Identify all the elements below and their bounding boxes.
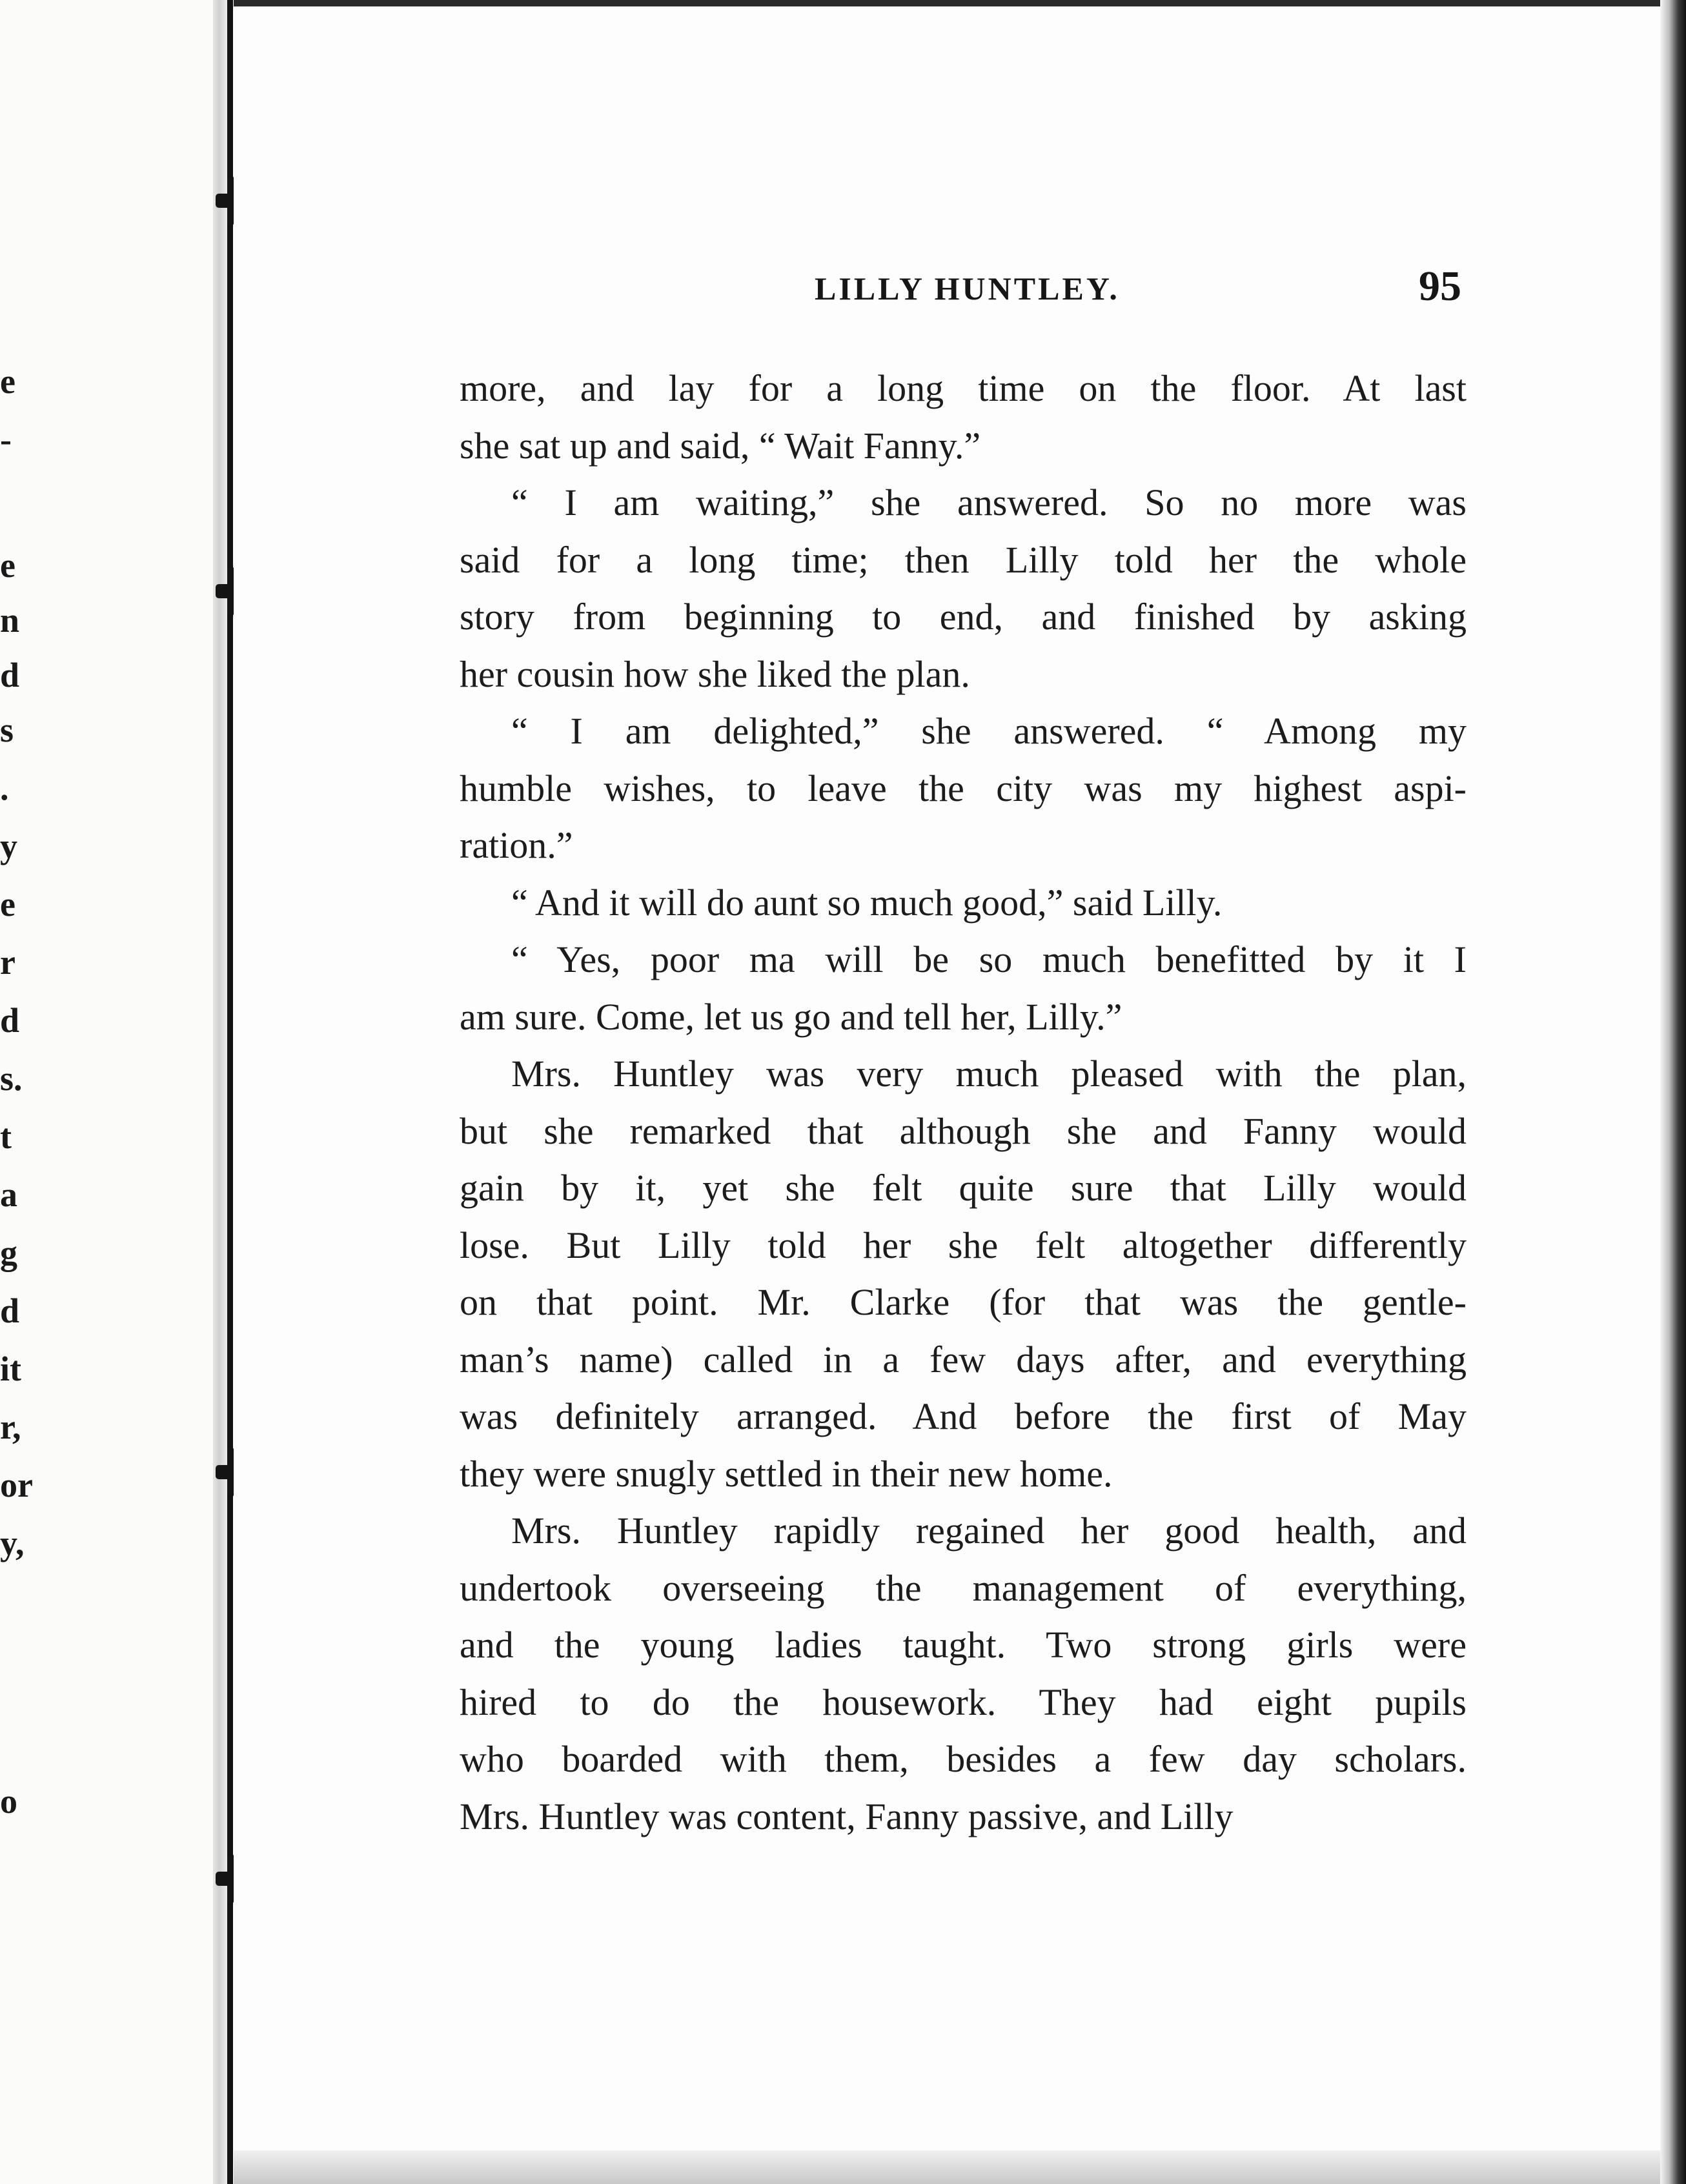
text-line: Mrs. Huntley was content, Fanny passive, and Lilly <box>460 1795 1234 1837</box>
facing-page-letter: e <box>0 885 15 924</box>
text-line: who boarded with them, besides a few day scholars. <box>460 1738 1467 1780</box>
page-top-edge <box>234 0 1660 6</box>
text-line: Mrs. Huntley rapidly regained her good health, and <box>511 1510 1467 1552</box>
facing-page-letter: y <box>0 827 17 865</box>
running-head: LILLY HUNTLEY. <box>815 270 1120 307</box>
text-line: was definitely arranged. And before the first of May <box>460 1395 1467 1437</box>
facing-page-letter: y, <box>0 1524 25 1562</box>
body-text <box>460 360 1467 1845</box>
facing-page-cut-text <box>0 0 33 2184</box>
paragraph <box>460 360 1467 474</box>
text-line: “ Yes, poor ma will be so much benefitted by it I <box>511 938 1467 980</box>
facing-page-letter: s <box>0 711 14 749</box>
facing-page-letter: e <box>0 362 15 401</box>
text-line: hired to do the housework. They had eight pupils <box>460 1681 1467 1723</box>
text-line: her cousin how she liked the plan. <box>460 652 970 695</box>
page-number: 95 <box>1419 263 1461 310</box>
facing-page-letter: s. <box>0 1059 23 1098</box>
text-line: said for a long time; then Lilly told her the whole <box>460 538 1467 581</box>
facing-page-letter: e <box>0 546 15 585</box>
text-line: ration.” <box>460 824 573 866</box>
text-line: “ And it will do aunt so much good,” said Lilly. <box>511 881 1223 924</box>
facing-page-letter: . <box>0 769 9 807</box>
paragraph <box>460 875 1467 932</box>
facing-page-letter: a <box>0 1175 17 1214</box>
page-bottom-edge <box>234 2150 1660 2184</box>
facing-page-letter: o <box>0 1782 17 1821</box>
text-line: they were snugly settled in their new home. <box>460 1452 1113 1495</box>
facing-page-letter: d <box>0 1001 20 1040</box>
text-line: “ I am delighted,” she answered. “ Among my <box>511 710 1467 752</box>
text-line: on that point. Mr. Clarke (for that was the gentle- <box>460 1281 1467 1323</box>
text-line: gain by it, yet she felt quite sure that Lilly would <box>460 1167 1467 1209</box>
facing-page-letter: - <box>0 420 12 459</box>
text-line: she sat up and said, “ Wait Fanny.” <box>460 424 981 467</box>
text-line: lose. But Lilly told her she felt altogether differently <box>460 1224 1467 1266</box>
text-line: undertook overseeing the management of everything, <box>460 1566 1467 1609</box>
facing-page-letter: d <box>0 1291 20 1330</box>
facing-page-letter: r <box>0 943 15 982</box>
facing-page-fragment <box>0 0 219 2184</box>
paragraph <box>460 931 1467 1046</box>
facing-page-letter: or <box>0 1466 33 1504</box>
page-right-edge <box>1660 0 1686 2184</box>
text-line: more, and lay for a long time on the floor. At last <box>460 367 1467 409</box>
facing-page-letter: g <box>0 1233 17 1272</box>
text-line: Mrs. Huntley was very much pleased with the plan, <box>511 1053 1467 1095</box>
text-line: man’s name) called in a few days after, and everything <box>460 1338 1467 1380</box>
text-line: “ I am waiting,” she answered. So no more was <box>511 481 1467 523</box>
text-line: humble wishes, to leave the city was my highest aspi- <box>460 767 1467 809</box>
text-line: am sure. Come, let us go and tell her, Lilly.” <box>460 995 1122 1038</box>
gutter-shadow <box>213 0 229 2184</box>
paragraph <box>460 1502 1467 1845</box>
text-line: and the young ladies taught. Two strong girls were <box>460 1624 1467 1666</box>
text-line: story from beginning to end, and finished by asking <box>460 596 1467 638</box>
facing-page-letter: d <box>0 656 20 694</box>
facing-page-letter: t <box>0 1117 12 1156</box>
facing-page-letter: n <box>0 601 20 640</box>
paragraph <box>460 1046 1467 1502</box>
paragraph <box>460 474 1467 703</box>
facing-page-letter: r, <box>0 1408 21 1446</box>
facing-page-letter: it <box>0 1350 21 1388</box>
paragraph <box>460 703 1467 875</box>
text-line: but she remarked that although she and Fanny would <box>460 1109 1467 1152</box>
